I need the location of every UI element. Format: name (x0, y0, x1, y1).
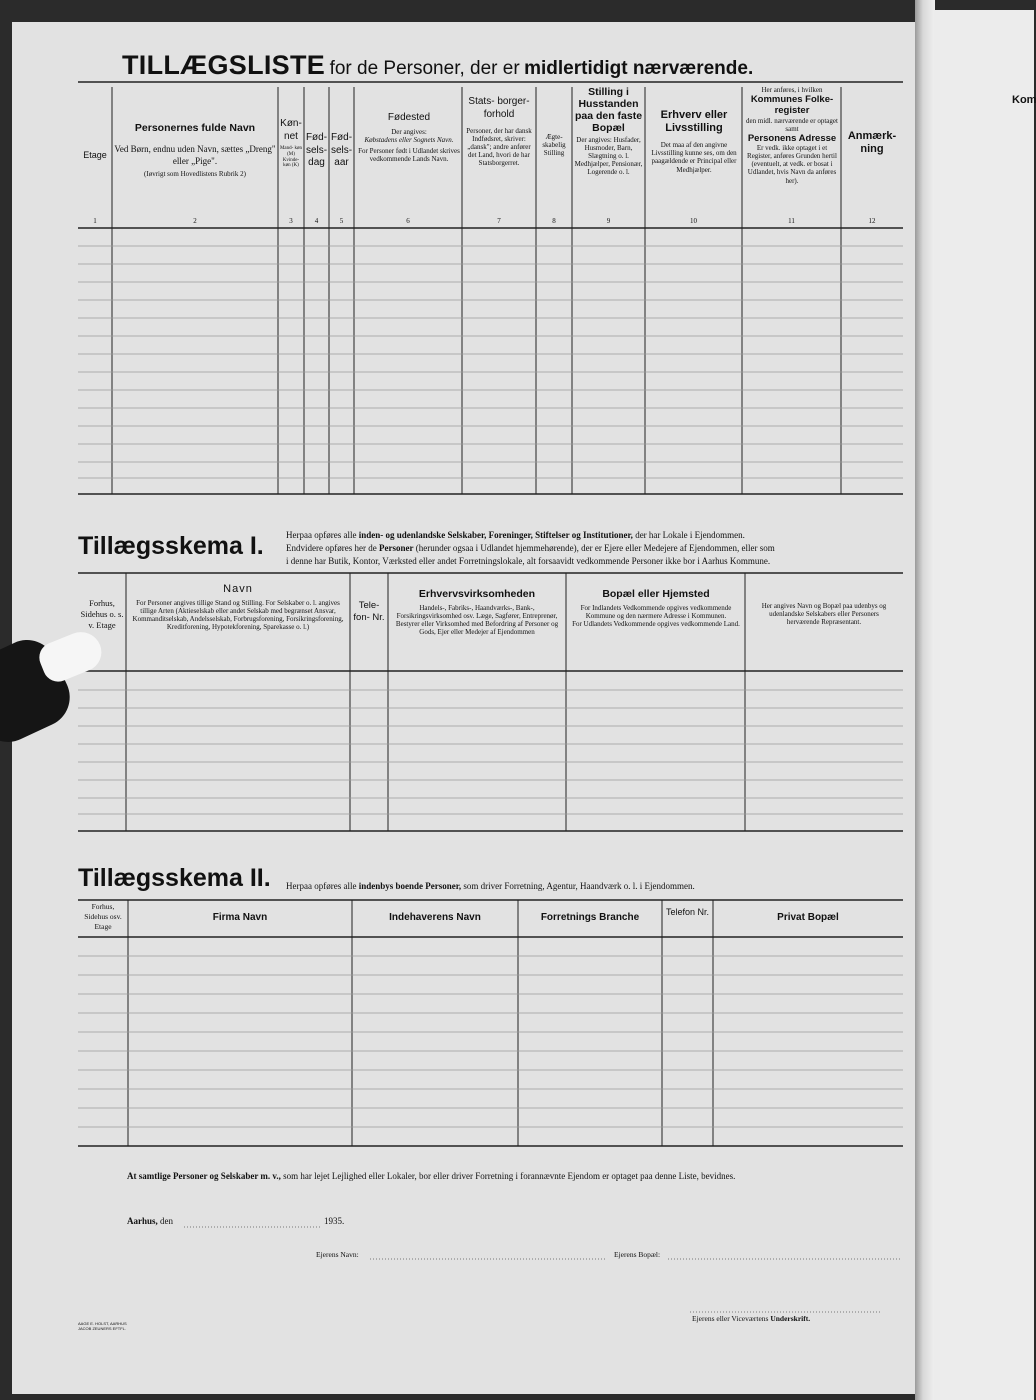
main-col-sex (279, 118, 303, 169)
skema2-col-branch: Forretnings Branche (540, 912, 640, 923)
main-col-name (114, 122, 276, 178)
col-number: 4 (314, 217, 319, 225)
main-col-birthplace: Fødested Der angives: Købstadens eller Sognets Navn. For Personer født i Udlandet skrives vedkommende Lands Navn. (358, 112, 460, 163)
skema2-col-owner: Indehaverens Navn (389, 912, 481, 923)
main-col-citizenship-title: Stats- borger- forhold (468, 96, 530, 120)
year: 1935. (324, 1216, 345, 1226)
main-col-birthplace-title: Fødested (387, 112, 431, 123)
main-col-household: Stilling i Husstanden paa den faste Bopæl Der angives: Husfader, Husmoder, Barn, Slægtning o. l. Medhjælper, Pensionær, Logerende o. l. (574, 86, 643, 176)
col-number: 8 (552, 217, 556, 225)
main-col-name-note2: (Iøvrigt som Hovedlistens Rubrik 2) (144, 169, 246, 178)
skema2-title: Tillægsskema II. (78, 864, 271, 892)
title-bold: midlertidigt nærværende. (524, 58, 754, 79)
skema1-col-floor: Forhus, Sidehus o. s. v. Etage (80, 598, 124, 630)
skema1-title: Tillægsskema I. (78, 532, 264, 560)
skema1-col-name-title: Navn (223, 583, 253, 595)
main-col-remarks: Anmærk- ning (847, 130, 897, 156)
col-number: 11 (788, 217, 795, 225)
title-main: TILLÆGSLISTE (122, 50, 326, 80)
col-number: 5 (339, 217, 344, 225)
col-number: 6 (406, 217, 410, 225)
main-col-register: Her anføres, i hvilken Kommunes Folke- register den midl. nærværende er optaget samt Personens Adresse Er vedk. ikke optaget i et Register, anføres Grunden hertil (eventuelt, at vedk. er bosat i Udlandet, hvis Navn da anføres her). (744, 86, 840, 185)
printer-mark: AAGE E. HOLST, AARHUS JACOB ZEUNERS EFTFL. (78, 1321, 127, 1331)
skema1-col-representative: Her angives Navn og Bopæl paa udenbys og udenlandske Selskabers eller Personers herværende Repræsentant. (761, 602, 887, 627)
main-col-sex-note: Mand- køn (M) Kvinde- køn (K) (279, 146, 303, 169)
main-col-citizenship: Stats- borger- forhold Personer, der har dansk Indfødsret, skriver: „dansk"; andre anfører det Land, hvori de har Statsborgerret. (464, 96, 534, 167)
right-page-fragment: Kom (1012, 94, 1036, 106)
main-col-occupation: Erhverv eller Livsstilling Det maa af den angivne Livsstilling kunne ses, om den paagældende er Principal eller Medhjælper. (648, 109, 740, 174)
skema1-col-phone: Tele- fon- Nr. (353, 600, 385, 623)
skema1-col-name: Navn For Personer angives tillige Stand og Stilling. For Selskaber o. l. angives tillige Arten (Aktieselskab eller andet Selskab med begrænset Ansvar, Kommanditselskab, Andelsselskab, Forbrugsforening, Forsikringsforening, Kreditforening, Hypotekforening, Sparekasse o. l.) (132, 583, 344, 632)
owner-name-label: Ejerens Navn: (316, 1250, 359, 1259)
main-col-occupation-title: Erhverv eller Livsstilling (660, 109, 728, 135)
skema2-col-phone: Telefon Nr. (665, 907, 710, 917)
skema1-col-residence-title: Bopæl eller Hjemsted (602, 588, 710, 600)
owner-address-label: Ejerens Bopæl: (614, 1250, 661, 1259)
main-col-birthyear: Fød- sels- aar (330, 132, 353, 168)
main-col-household-bopael: Bopæl (592, 122, 625, 134)
main-col-register-title: Kommunes Folke- register (750, 94, 834, 117)
skema1-col-business-title: Erhvervsvirksomheden (418, 588, 536, 600)
finger-photo-artifact (0, 620, 120, 740)
skema2-description: Herpaa opføres alle indenbys boende Personer, som driver Forretning, Agentur, Haandværk o. l. i Ejendommen. (286, 881, 695, 891)
col-number: 9 (606, 217, 611, 225)
skema1-col-residence: Bopæl eller Hjemsted For Indlandets Vedkommende opgives vedkommende Kommune og den nærmere Adresse i Kommunen. For Udlandets Vedkommende opgives vedkommende Land. (570, 588, 742, 628)
skema1-description: Herpaa opføres alle inden- og udenlandske Selskaber, Foreninger, Stiftelser og Institutioner, der har Lokale i Ejendommen. Endvidere opføres her de Personer (herunder ogsaa i Udlandet hjemmehørende), der er Ejere eller Medejere af Ejendommen, eller som i denne har Butik, Kontor, Værksted eller andet Forretningslokale, alt forsaavidt vedkommende Personer ikke bor i Aarhus Kommune. (286, 530, 775, 566)
col-number: 10 (690, 217, 697, 225)
main-col-household-title: Stilling i Husstanden paa den faste (574, 86, 643, 122)
col-number: 3 (289, 217, 293, 225)
skema2-col-floor: Forhus, Sidehus osv. Etage (84, 902, 122, 931)
main-col-birthday: Fød- sels- dag (305, 132, 328, 168)
main-col-etage: Etage (83, 150, 107, 160)
main-col-name-title: Personernes fulde Navn (134, 122, 256, 134)
col-number: 7 (497, 217, 501, 225)
main-col-sex-title: Køn- net (280, 118, 302, 142)
main-col-name-note: Ved Børn, endnu uden Navn, sættes „Dreng" eller „Pige". (114, 143, 276, 166)
date-line: Aarhus, den (127, 1216, 174, 1226)
col-number: 2 (193, 217, 197, 225)
main-col-register-address: Personens Adresse (747, 132, 837, 144)
skema2-col-firm: Firma Navn (212, 912, 268, 923)
main-col-marital: Ægte- skabelig Stilling (542, 133, 566, 158)
title-middle: for de Personer, der er (329, 58, 520, 79)
skema1-col-business: Erhvervsvirksomheden Handels-, Fabriks-, Haandværks-, Bank-, Forsikringsvirksomhed osv. Læge, Sagfører, Entreprenør, Bestyrer eller Virksomhed med Befordring af Personer og Gods, Ejer eller Medejer af Ejendommen (392, 588, 562, 636)
skema2-col-private-address: Privat Bopæl (777, 912, 839, 923)
col-number: 12 (868, 217, 876, 225)
signature-label: Ejerens eller Viceværtens Underskrift. (692, 1314, 811, 1323)
col-number: 1 (93, 217, 97, 225)
declaration: At samtlige Personer og Selskaber m. v., som har lejet Lejlighed eller Lokaler, bor eller driver Forretning i forannævnte Ejendom er optaget paa denne Liste, bevidnes. (127, 1171, 736, 1181)
